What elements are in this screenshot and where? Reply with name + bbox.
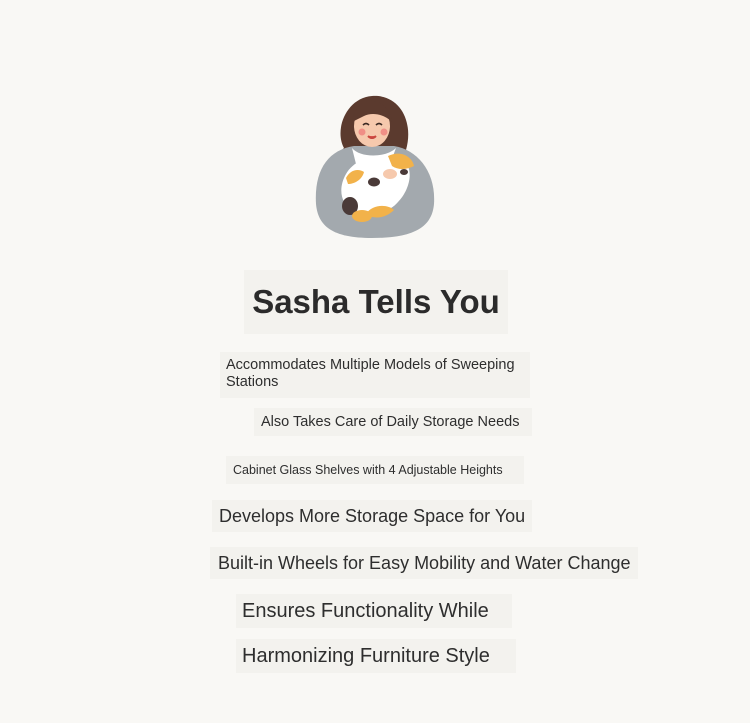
page-title: Sasha Tells You: [244, 270, 508, 334]
feature-line: Ensures Functionality While: [236, 594, 512, 628]
feature-line: Built-in Wheels for Easy Mobility and Water Change: [210, 547, 638, 579]
feature-line: Cabinet Glass Shelves with 4 Adjustable Heights: [226, 456, 524, 484]
feature-line: Accommodates Multiple Models of Sweeping Stations: [220, 352, 530, 398]
feature-line: Also Takes Care of Daily Storage Needs: [254, 408, 532, 436]
feature-line: Harmonizing Furniture Style: [236, 639, 516, 673]
feature-line: Develops More Storage Space for You: [212, 500, 532, 532]
woman-holding-cat-illustration: [306, 86, 440, 242]
